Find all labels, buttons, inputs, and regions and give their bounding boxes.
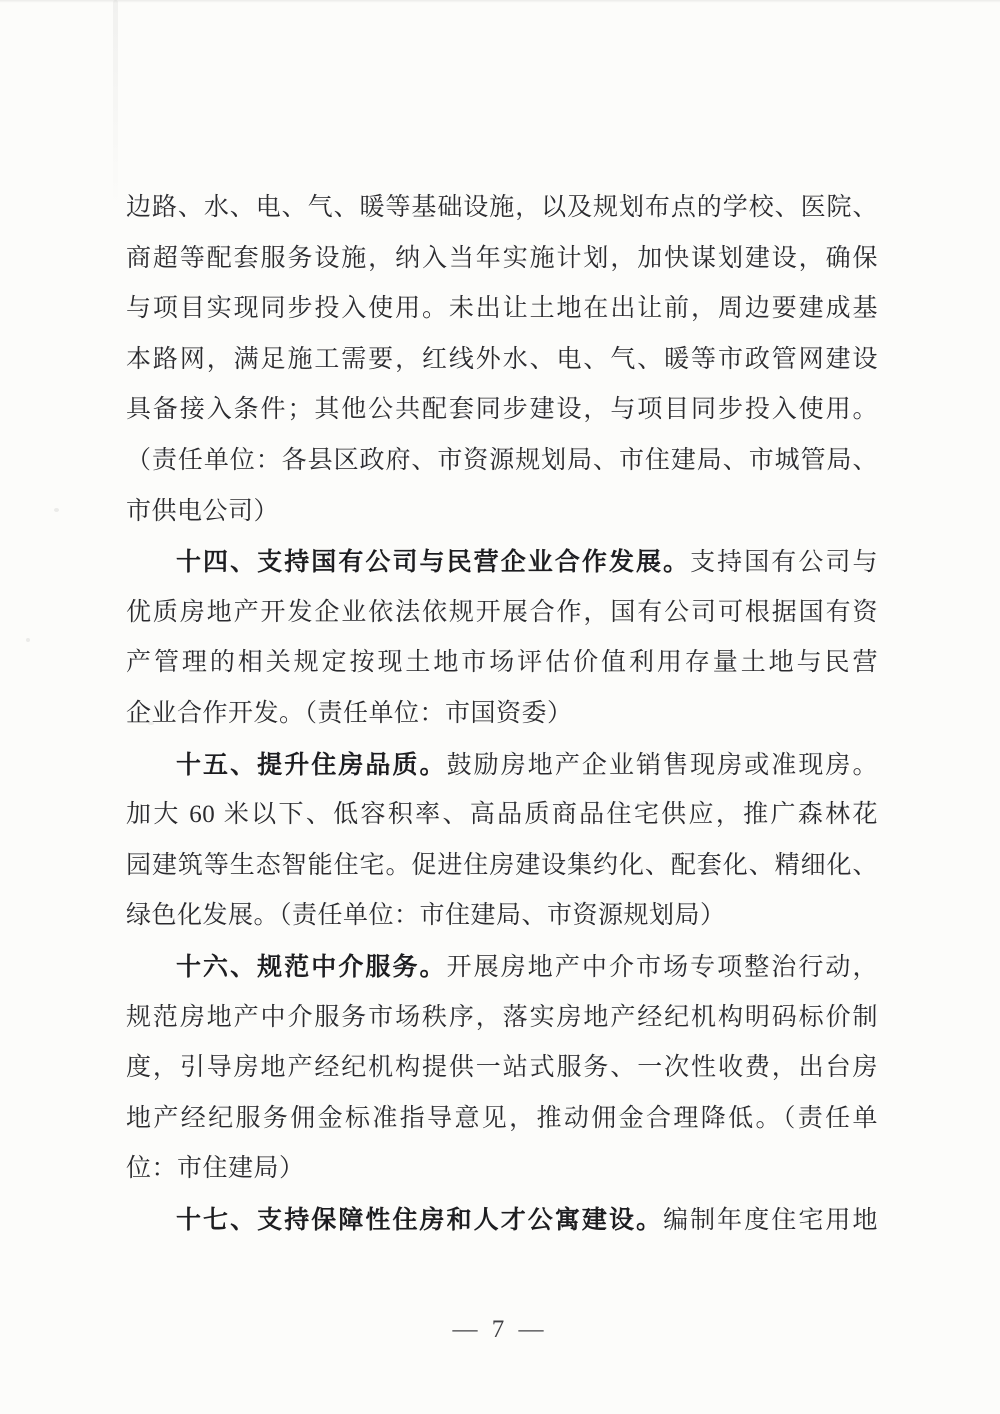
text-line <box>126 841 878 892</box>
text-line <box>126 436 878 487</box>
body-text: 鼓励房地产企业销售现房或准现房。 <box>446 751 878 779</box>
para-14-state-owned-cooperation <box>126 537 878 739</box>
para-infrastructure-continuation <box>126 183 878 537</box>
text-line <box>126 1195 878 1246</box>
body-text: 支持国有公司与 <box>690 549 878 577</box>
document-body <box>126 183 878 1245</box>
text-line <box>126 942 878 993</box>
scan-speck <box>26 638 30 642</box>
text-line <box>126 335 878 386</box>
text-line <box>126 537 878 588</box>
text-line <box>126 689 878 740</box>
text-line <box>126 284 878 335</box>
text-line <box>126 385 878 436</box>
body-text: 度，引导房地产经纪机构提供一站式服务、一次性收费，出台房 <box>126 1054 878 1082</box>
text-line <box>126 1144 878 1195</box>
text-line <box>126 790 878 841</box>
heading-text: 十四、支持国有公司与民营企业合作发展。 <box>176 548 691 577</box>
body-text: 商超等配套服务设施，纳入当年实施计划，加快谋划建设，确保 <box>126 244 878 272</box>
text-line <box>126 183 878 234</box>
body-text: 编制年度住宅用地 <box>663 1206 878 1234</box>
body-text: 园建筑等生态智能住宅。促进住房建设集约化、配套化、精细化、 <box>126 851 878 879</box>
body-text: 位：市住建局） <box>126 1155 305 1183</box>
heading-text: 十五、提升住房品质。 <box>176 750 447 779</box>
para-15-housing-quality <box>126 740 878 942</box>
heading-text: 十六、规范中介服务。 <box>176 952 447 981</box>
body-text: （责任单位：各县区政府、市资源规划局、市住建局、市城管局、 <box>126 446 878 474</box>
scan-edge-artifact <box>0 0 1000 3</box>
body-text: 企业合作开发。（责任单位：市国资委） <box>126 699 573 727</box>
body-text: 与项目实现同步投入使用。未出让土地在出让前，周边要建成基 <box>126 295 878 323</box>
body-text: 绿色化发展。（责任单位：市住建局、市资源规划局） <box>126 902 726 930</box>
text-line <box>126 234 878 285</box>
body-text: 边路、水、电、气、暖等基础设施，以及规划布点的学校、医院、 <box>126 194 878 221</box>
body-text: 优质房地产开发企业依法依规开展合作，国有公司可根据国有资 <box>126 598 878 626</box>
para-17-affordable-housing <box>126 1195 878 1246</box>
body-text: 加大 60 米以下、低容积率、高品质商品住宅供应，推广森林花 <box>126 801 878 829</box>
body-text: 具备接入条件；其他公共配套同步建设，与项目同步投入使用。 <box>126 396 878 424</box>
scan-streak-artifact <box>113 0 118 210</box>
scan-speck <box>54 508 59 512</box>
body-text: 地产经纪服务佣金标准指导意见，推动佣金合理降低。（责任单 <box>126 1104 878 1132</box>
body-text: 开展房地产中介市场专项整治行动， <box>446 953 878 981</box>
page-number: — 7 — <box>452 1316 548 1343</box>
text-line <box>126 1094 878 1145</box>
text-line <box>126 891 878 942</box>
text-line <box>126 638 878 689</box>
body-text: 规范房地产中介服务市场秩序，落实房地产经纪机构明码标价制 <box>126 1003 878 1031</box>
body-text: 市供电公司） <box>126 497 280 525</box>
text-line <box>126 740 878 791</box>
text-line <box>126 487 878 538</box>
para-16-agency-services <box>126 942 878 1195</box>
body-text: 产管理的相关规定按现土地市场评估价值利用存量土地与民营 <box>126 649 878 677</box>
text-line <box>126 588 878 639</box>
heading-text: 十七、支持保障性住房和人才公寓建设。 <box>176 1205 664 1234</box>
text-line <box>126 1043 878 1094</box>
body-text: 本路网，满足施工需要，红线外水、电、气、暖等市政管网建设 <box>126 345 878 373</box>
text-line <box>126 993 878 1044</box>
